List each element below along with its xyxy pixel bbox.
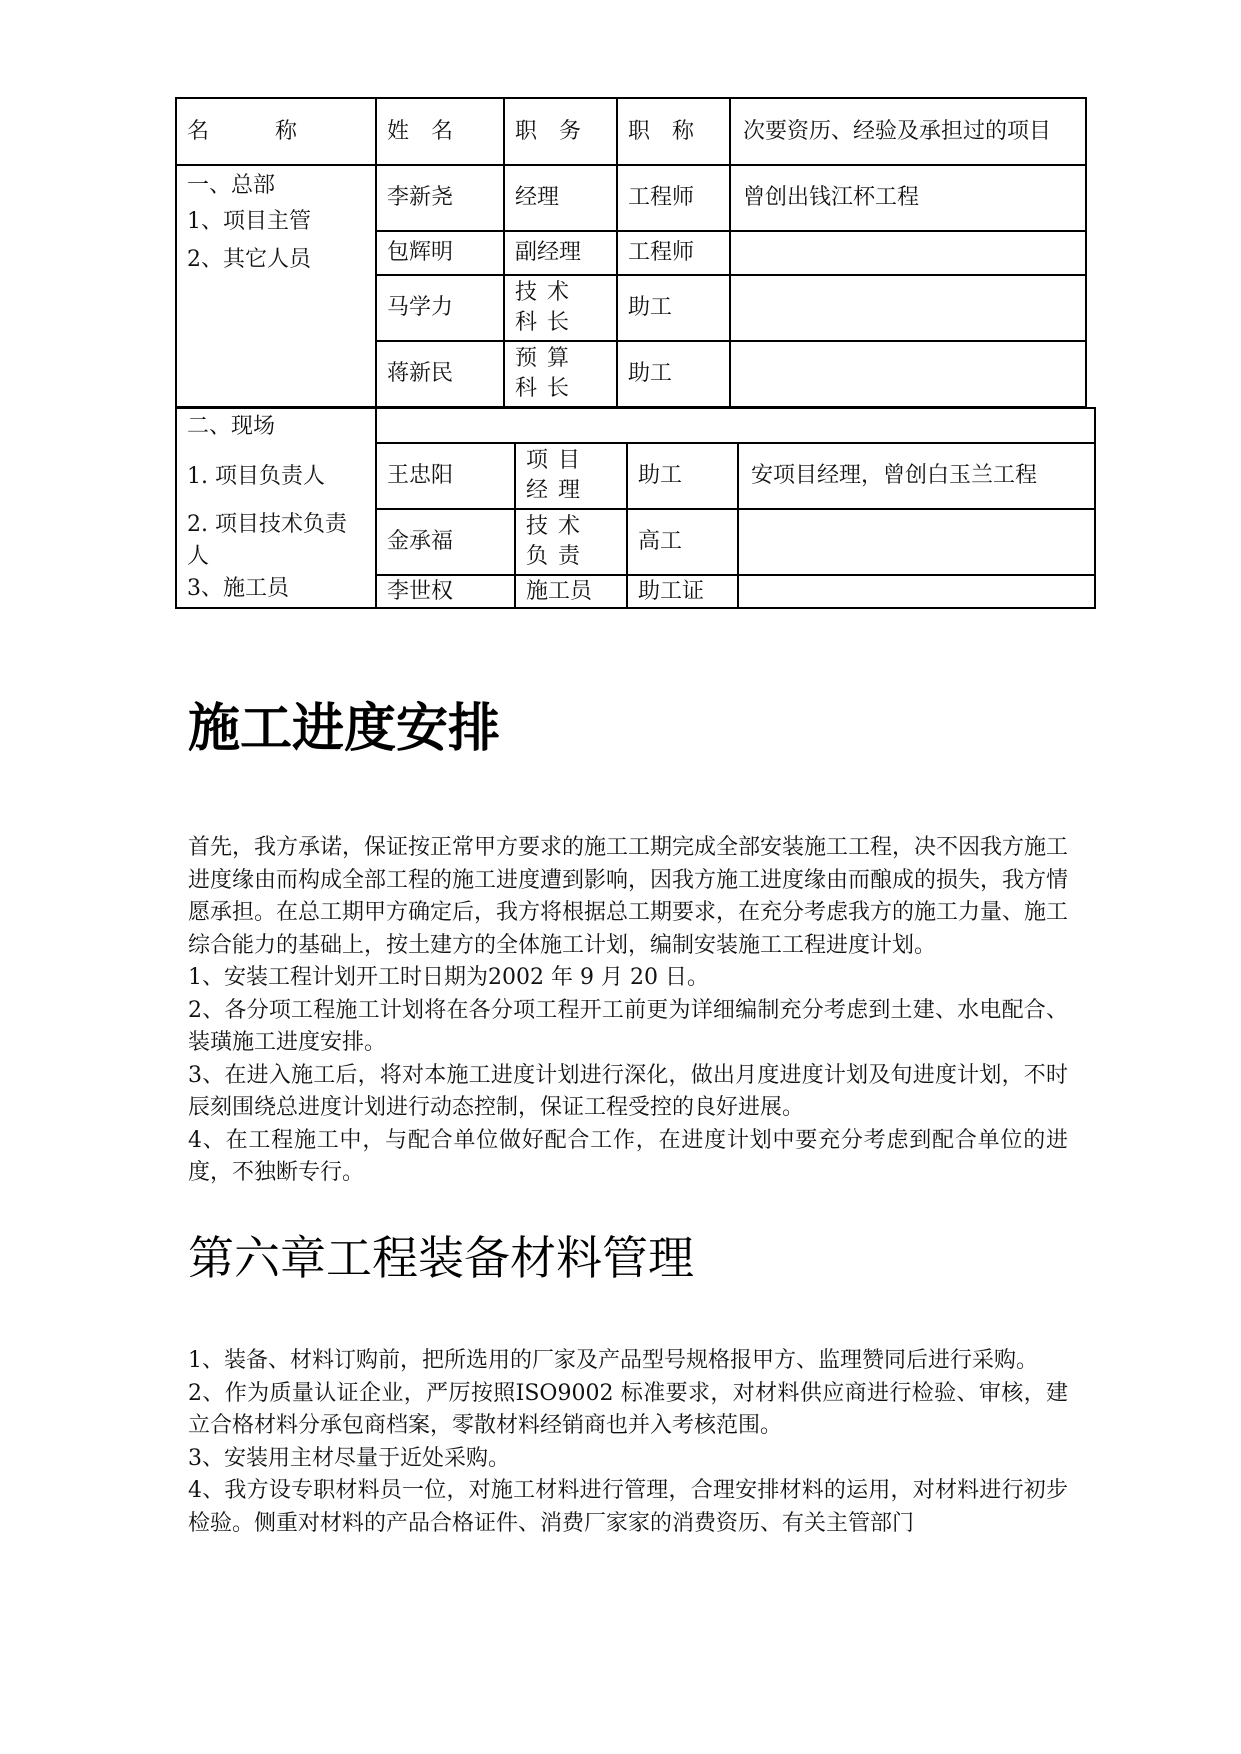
person-post: 经理 bbox=[504, 165, 617, 231]
site-label-tech-lead: 2. 项目技术负责人 bbox=[187, 512, 347, 569]
person-title: 助工 bbox=[617, 275, 730, 341]
schedule-body bbox=[188, 832, 1068, 1190]
site-label-constructor: 3、施工员 bbox=[187, 576, 289, 601]
person-name: 蒋新民 bbox=[376, 341, 504, 407]
hq-label-cell bbox=[176, 165, 376, 407]
person-post: 施工员 bbox=[515, 575, 627, 608]
site-blank-row bbox=[376, 408, 1095, 443]
person-post: 副经理 bbox=[504, 231, 617, 275]
person-note: 曾创出钱江杯工程 bbox=[730, 165, 1086, 231]
person-name: 马学力 bbox=[376, 275, 504, 341]
person-title: 助工证 bbox=[627, 575, 738, 608]
chapter6-paragraph: 3、安装用主材尽量于近处采购。 bbox=[188, 1445, 510, 1471]
person-title: 助工 bbox=[627, 443, 738, 509]
schedule-paragraph: 2、各分项工程施工计划将在各分项工程开工前更为详细编制充分考虑到土建、水电配合、装璜施工进度安排。 bbox=[188, 997, 1068, 1055]
person-note bbox=[730, 341, 1086, 407]
person-note: 安项目经理，曾创白玉兰工程 bbox=[738, 443, 1095, 509]
table-header-row bbox=[176, 98, 1086, 165]
hq-label-others: 2、其它人员 bbox=[187, 247, 311, 272]
person-post: 预算科长 bbox=[504, 341, 617, 407]
header-person: 姓 名 bbox=[376, 98, 504, 165]
roster-table-site bbox=[175, 407, 1096, 609]
header-title: 职 称 bbox=[617, 98, 730, 165]
hq-label-manager: 1、项目主管 bbox=[187, 209, 311, 234]
schedule-paragraph: 首先，我方承诺，保证按正常甲方要求的施工工期完成全部安装施工工程，决不因我方施工进度缘由而构成全部工程的施工进度遭到影响，因我方施工进度缘由而酿成的损失，我方情愿承担。在总工期甲方确定后，我方将根据总工期要求，在充分考虑我方的施工力量、施工综合能力的基础上，按土建方的全体施工计划，编制安装施工工程进度计划。 bbox=[188, 835, 1069, 958]
section-heading-schedule: 施工进度安排 bbox=[188, 699, 501, 759]
header-experience: 次要资历、经验及承担过的项目 bbox=[730, 98, 1086, 165]
schedule-paragraph: 3、在进入施工后，将对本施工进度计划进行深化，做出月度进度计划及旬进度计划，不时辰刻围绕总进度计划进行动态控制，保证工程受控的良好进展。 bbox=[188, 1062, 1068, 1120]
table-row bbox=[176, 408, 1095, 443]
chapter6-paragraph: 1、装备、材料订购前，把所选用的厂家及产品型号规格报甲方、监理赞同后进行采购。 bbox=[188, 1348, 1038, 1373]
schedule-paragraph: 4、在工程施工中，与配合单位做好配合工作，在进度计划中要充分考虑到配合单位的进度，不独断专行。 bbox=[188, 1127, 1068, 1185]
header-post: 职 务 bbox=[504, 98, 617, 165]
chapter6-paragraph: 2、作为质量认证企业，严厉按照ISO9002 标准要求，对材料供应商进行检验、审核，建立合格材料分承包商档案，零散材料经销商也并入考核范围。 bbox=[188, 1380, 1068, 1438]
header-name: 名 称 bbox=[176, 98, 376, 165]
site-label-cell bbox=[176, 408, 376, 608]
person-note bbox=[730, 231, 1086, 275]
person-name: 金承福 bbox=[376, 509, 515, 575]
chapter6-body bbox=[188, 1345, 1068, 1540]
person-post: 技术科长 bbox=[504, 275, 617, 341]
table-row bbox=[176, 165, 1086, 231]
roster-table-hq bbox=[175, 97, 1087, 408]
person-note bbox=[730, 275, 1086, 341]
person-name: 李新尧 bbox=[376, 165, 504, 231]
person-post: 技术负责 bbox=[515, 509, 627, 575]
person-name: 包辉明 bbox=[376, 231, 504, 275]
person-title: 工程师 bbox=[617, 165, 730, 231]
chapter6-paragraph: 4、我方设专职材料员一位，对施工材料进行管理，合理安排材料的运用，对材料进行初步检验。侧重对材料的产品合格证件、消费厂家家的消费资历、有关主管部门 bbox=[188, 1478, 1068, 1536]
person-note bbox=[738, 509, 1095, 575]
person-post: 项目经理 bbox=[515, 443, 627, 509]
site-label: 二、现场 bbox=[187, 414, 276, 439]
person-note bbox=[738, 575, 1095, 608]
person-name: 王忠阳 bbox=[376, 443, 515, 509]
hq-label: 一、总部 bbox=[187, 173, 276, 198]
person-title: 高工 bbox=[627, 509, 738, 575]
person-title: 助工 bbox=[617, 341, 730, 407]
person-name: 李世权 bbox=[376, 575, 515, 608]
site-label-lead: 1. 项目负责人 bbox=[187, 464, 325, 489]
chapter-heading-materials: 第六章工程装备材料管理 bbox=[188, 1231, 694, 1285]
schedule-paragraph: 1、安装工程计划开工时日期为2002 年 9 月 20 日。 bbox=[188, 965, 709, 990]
person-title: 工程师 bbox=[617, 231, 730, 275]
